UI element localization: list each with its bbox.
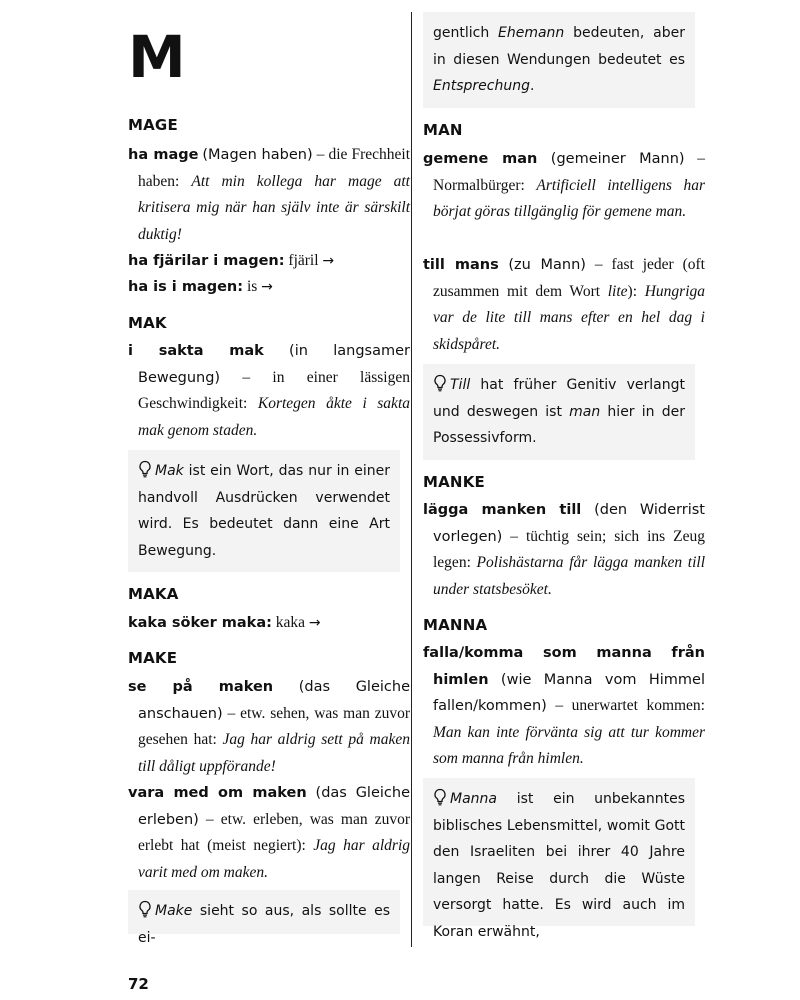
entry-i-sakta-mak: i sakta mak (in langsamer Bewegung) – in einer lässigen Geschwindigkeit: Kortegen åkte i sakta mak genom staden. — [128, 343, 410, 439]
headword-man: MAN — [423, 121, 463, 139]
lightbulb-icon — [138, 900, 152, 918]
lightbulb-icon — [433, 374, 447, 392]
entry-falla-komma-som-manna: falla/komma som manna från himlen (wie Manna vom Himmel fallen/kommen) – unerwartet kommen: Man kan inte förvänta sig att tur kommer som manna från himlen. — [423, 645, 705, 767]
lightbulb-icon — [138, 460, 152, 478]
page-number: 72 — [128, 975, 149, 993]
note-box-manna: Manna ist ein unbekanntes biblisches Lebensmittel, womit Gott den Israeliten bei ihrer 40 Jahre langen Reise durch die Wüste versorgt hatte. Es wird auch im Koran erwähnt, — [423, 778, 695, 926]
entry-ha-mage: ha mage (Magen haben) – die Frechheit haben: Att min kollega har mage att kritisera mig när han själv inte är särskilt duktig! — [128, 146, 411, 243]
cross-reference-arrow: → — [308, 615, 321, 631]
entry-kaka-soker-maka: kaka söker maka: kaka → — [128, 614, 321, 631]
note-box-mak: Mak ist ein Wort, das nur in einer handvoll Ausdrücken verwendet wird. Es bedeutet dann eine Art Bewegung. — [128, 450, 400, 572]
entry-lagga-manken-till: lägga manken till (den Widerrist vorlegen) – tüchtig sein; sich ins Zeug legen: Polishästarna får lägga manken till under statsbesöket. — [423, 502, 706, 598]
headword-mage: MAGE — [128, 116, 178, 134]
cross-reference-arrow: → — [322, 253, 335, 269]
cross-reference-arrow: → — [261, 279, 273, 295]
note-box-continued: gentlich Ehemann bedeuten, aber in diesen Wendungen bedeutet es Entsprechung. — [423, 12, 695, 108]
headword-manke: MANKE — [423, 473, 485, 491]
headword-maka: MAKA — [128, 585, 179, 603]
entry-gemene-man: gemene man (gemeiner Mann) – Normalbürger: Artificiell intelligens har börjat göras tillgänglig för gemene man. — [423, 150, 706, 220]
note-box-man: Till hat früher Genitiv verlangt und deswegen ist man hier in der Possessivform. — [423, 364, 695, 460]
column-divider — [411, 12, 412, 947]
entry-se-pa-maken: se på maken (das Gleiche anschauen) – etw. sehen, was man zuvor gesehen hat: Jag har aldrig sett på maken till dåligt uppförande! — [128, 679, 410, 775]
entry-till-mans: till mans (zu Mann) – fast jeder (oft zusammen mit dem Wort lite): Hungriga var de lite till mans efter en hel dag i skidspåret. — [423, 256, 706, 353]
headword-mak: MAK — [128, 314, 167, 332]
section-letter: M — [128, 23, 186, 91]
entry-ha-is: ha is i magen: is → — [128, 278, 273, 295]
headword-manna: MANNA — [423, 616, 488, 634]
entry-ha-fjarilar: ha fjärilar i magen: fjäril → — [128, 252, 335, 269]
note-box-make: Make sieht so aus, als sollte es ei- — [128, 890, 400, 934]
headword-make: MAKE — [128, 649, 178, 667]
lightbulb-icon — [433, 788, 447, 806]
entry-vara-med-om-maken: vara med om maken (das Gleiche erleben) – etw. erleben, was man zuvor erlebt hat (meist negiert): Jag har aldrig varit med om maken. — [128, 785, 410, 881]
